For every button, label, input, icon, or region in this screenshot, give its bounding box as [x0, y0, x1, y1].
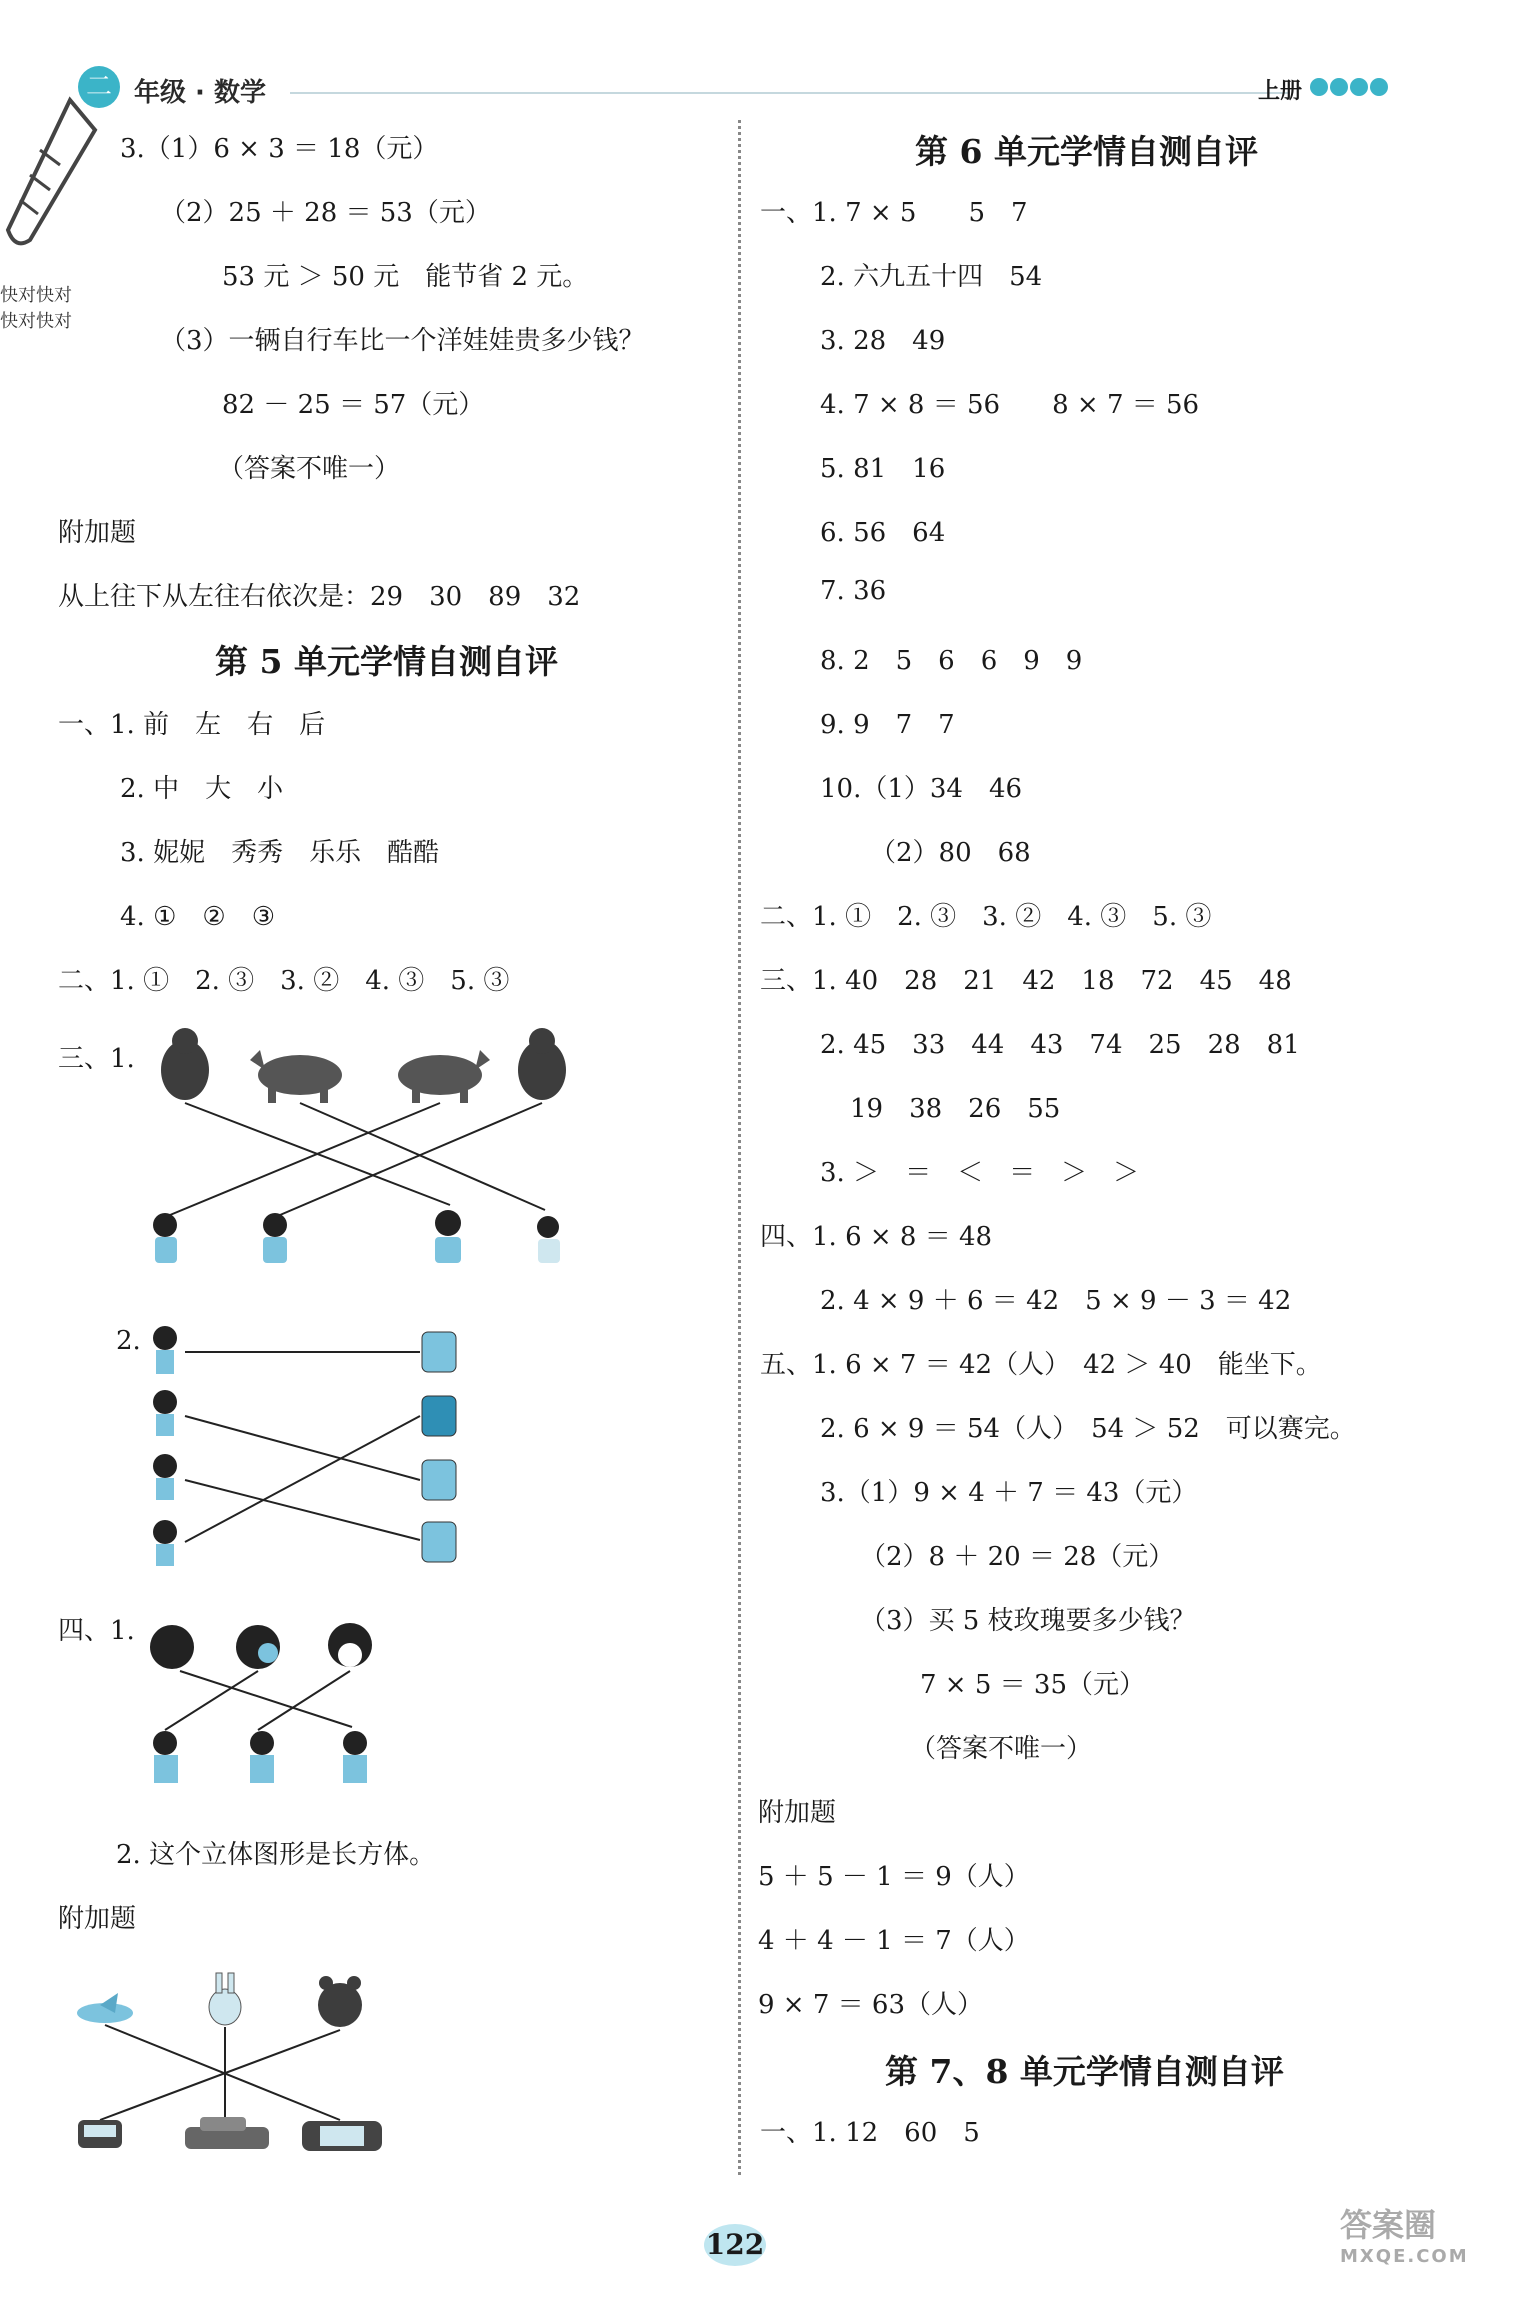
section-label: 附加题 [758, 1798, 837, 1828]
answer-line: 3.（1）9 × 4 ＋ 7 ＝ 43（元） [820, 1478, 1198, 1508]
answer-line: 2. 45 33 44 43 74 25 28 81 [820, 1030, 1300, 1060]
animal-child-matching-figure [150, 1025, 590, 1275]
answer-line: （2）80 68 [870, 838, 1031, 868]
child-icon [153, 1213, 177, 1263]
child-icon [263, 1213, 287, 1263]
view-matching-figure [140, 1615, 400, 1805]
backpack-icon [422, 1396, 456, 1436]
seated-child-icon [250, 1731, 274, 1783]
grade-badge-icon: 二 [78, 66, 120, 108]
unit-title: 第 6 单元学情自测自评 [915, 132, 1258, 171]
answer-line: 一、1. 12 60 5 [760, 2118, 980, 2148]
backpack-icon [422, 1522, 456, 1562]
answer-line: 3. 28 49 [820, 326, 946, 356]
answer-line: 7 × 5 ＝ 35（元） [920, 1670, 1146, 1700]
rabbit-icon [209, 1973, 241, 2025]
side-note-line: 快对快对 [0, 285, 72, 306]
head-back-icon [150, 1625, 194, 1669]
answer-line: 2. 中 大 小 [120, 774, 284, 804]
unit-title: 第 7、8 单元学情自测自评 [885, 2052, 1284, 2091]
side-note-line: 快对快对 [0, 311, 72, 332]
section-label: 附加题 [58, 518, 137, 548]
bear-icon [161, 1028, 209, 1100]
answer-line: （答案不唯一） [218, 454, 401, 484]
side-note [0, 283, 72, 335]
answer-line: 6. 56 64 [820, 518, 946, 548]
answer-line: 三、1. [58, 1044, 135, 1074]
header-rule [290, 92, 1290, 94]
answer-line: 二、1. ① 2. ③ 3. ② 4. ③ 5. ③ [58, 966, 510, 996]
page-number-text: 122 [705, 2228, 765, 2261]
child-icon [435, 1210, 461, 1263]
rhino-icon [250, 1050, 342, 1103]
bird-icon [77, 1993, 133, 2023]
child-bag-matching-figure [140, 1320, 490, 1580]
page-number [700, 2222, 770, 2268]
backpack-icon [422, 1332, 456, 1372]
bear-icon [518, 1028, 566, 1100]
answer-line: 2. 六九五十四 54 [820, 262, 1043, 292]
carrot-icon [0, 90, 100, 250]
page-header [70, 62, 1410, 112]
answer-line: 二、1. ① 2. ③ 3. ② 4. ③ 5. ③ [760, 902, 1212, 932]
watermark-logo [1340, 2200, 1530, 2300]
answer-line: 2. 4 × 9 ＋ 6 ＝ 42 5 × 9 － 3 ＝ 42 [820, 1286, 1292, 1316]
answer-line: 3. ＞ ＝ ＜ ＝ ＞ ＞ [820, 1158, 1140, 1188]
seated-child-icon [153, 1731, 178, 1783]
answer-line: 三、1. 40 28 21 42 18 72 45 48 [760, 966, 1292, 996]
answer-line: 2. 这个立体图形是长方体。 [116, 1840, 436, 1870]
answer-line: 53 元 ＞ 50 元 能节省 2 元。 [222, 262, 589, 292]
answer-line: 五、1. 6 × 7 ＝ 42（人） 42 ＞ 40 能坐下。 [760, 1350, 1322, 1380]
child-icon [153, 1454, 177, 1500]
child-icon [537, 1216, 560, 1263]
answer-line: （答案不唯一） [910, 1734, 1093, 1764]
backpack-icon [422, 1460, 456, 1500]
answer-line: 19 38 26 55 [850, 1094, 1061, 1124]
child-icon [153, 1326, 177, 1374]
answer-line: 4. 7 × 8 ＝ 56 8 × 7 ＝ 56 [820, 390, 1200, 420]
header-grade-subject: 年级 · 数学 [134, 78, 266, 108]
answer-line: （2）25 ＋ 28 ＝ 53（元） [160, 198, 491, 228]
head-side-icon [236, 1625, 280, 1669]
answer-line: 8. 2 5 6 6 9 9 [820, 646, 1083, 676]
child-icon [153, 1520, 177, 1566]
answer-line: 3.（1）6 × 3 ＝ 18（元） [120, 134, 439, 164]
rhino-icon [398, 1050, 490, 1103]
answer-line: （3）一辆自行车比一个洋娃娃贵多少钱？ [160, 326, 645, 356]
header-volume: 上册 [1258, 79, 1303, 104]
header-dots-icon [1310, 78, 1390, 100]
answer-line: 4 ＋ 4 － 1 ＝ 7（人） [758, 1926, 1030, 1956]
answer-line: （3）买 5 枝玫瑰要多少钱？ [860, 1606, 1196, 1636]
answer-line: 四、1. 6 × 8 ＝ 48 [760, 1222, 993, 1252]
answer-line: （2）8 ＋ 20 ＝ 28（元） [860, 1542, 1175, 1572]
answer-line: 2. 6 × 9 ＝ 54（人） 54 ＞ 52 可以赛完。 [820, 1414, 1356, 1444]
answer-line: 一、1. 7 × 5 5 7 [760, 198, 1028, 228]
answer-line: 9. 9 7 7 [820, 710, 955, 740]
animal-vehicle-matching-figure [70, 1955, 400, 2155]
watermark-text: 答案圈 [1340, 2206, 1437, 2244]
bear-icon [318, 1976, 362, 2027]
car-front-icon [78, 2120, 122, 2148]
answer-line: 从上往下从左往右依次是：29 30 89 32 [58, 582, 581, 612]
watermark-url: MXQE.COM [1340, 2246, 1469, 2267]
car-top-icon [302, 2121, 382, 2151]
answer-line: 3. 妮妮 秀秀 乐乐 酷酷 [120, 838, 440, 868]
column-divider [738, 120, 741, 2175]
answer-line: 四、1. [58, 1616, 135, 1646]
answer-line: 9 × 7 ＝ 63（人） [758, 1990, 984, 2020]
answer-line: 一、1. 前 左 右 后 [58, 710, 326, 740]
answer-line: 4. ① ② ③ [120, 902, 275, 932]
unit-title: 第 5 单元学情自测自评 [215, 642, 558, 681]
seated-child-icon [343, 1731, 367, 1783]
answer-line: 5. 81 16 [820, 454, 946, 484]
head-front-icon [328, 1623, 372, 1667]
answer-line: 10.（1）34 46 [820, 774, 1023, 804]
answer-line: 5 ＋ 5 － 1 ＝ 9（人） [758, 1862, 1030, 1892]
answer-line: 7. 36 [820, 576, 887, 606]
car-side-icon [185, 2117, 269, 2149]
child-icon [153, 1390, 177, 1436]
answer-line: 82 － 25 ＝ 57（元） [222, 390, 485, 420]
answer-line: 2. [116, 1326, 141, 1356]
section-label: 附加题 [58, 1904, 137, 1934]
